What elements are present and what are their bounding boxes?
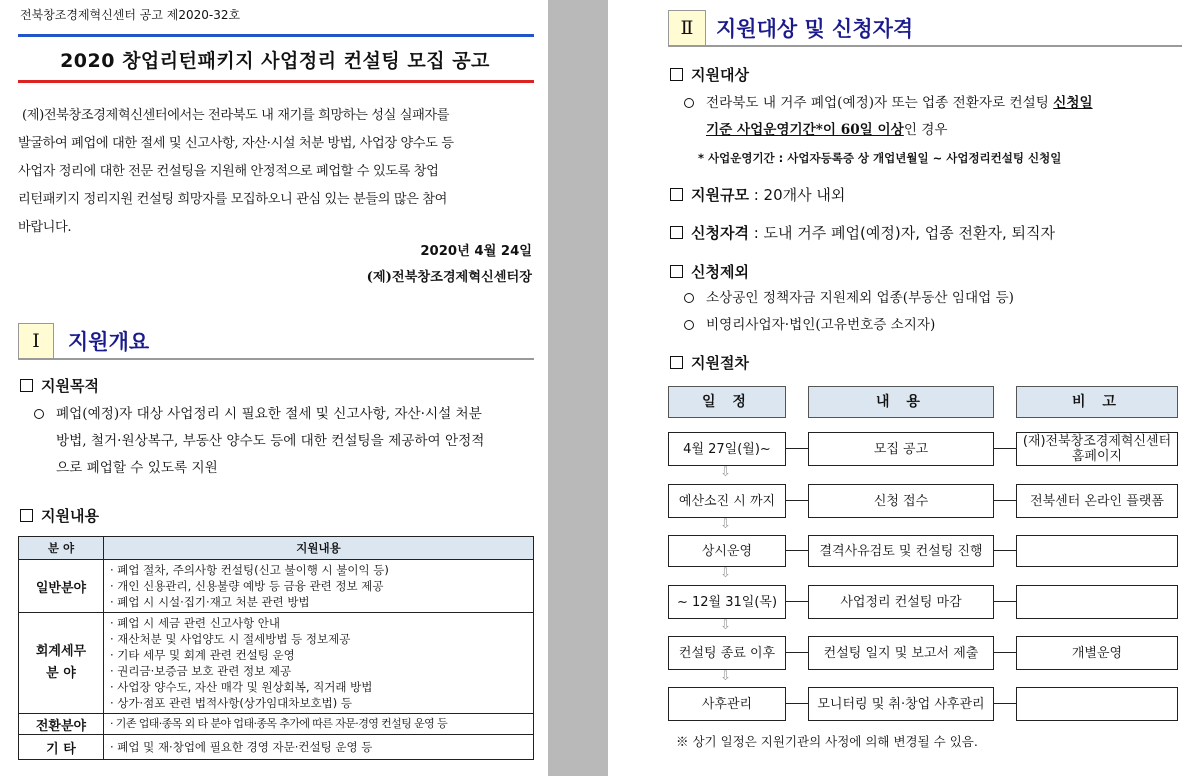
purpose-bullet	[34, 401, 534, 483]
section-number: Ⅱ	[680, 17, 694, 39]
down-arrow-icon: ⇩	[720, 465, 731, 480]
scale-heading-label: 지원규모	[691, 186, 749, 204]
down-arrow-icon: ⇩	[720, 669, 731, 684]
step-connector	[993, 500, 1016, 501]
purpose-line: 방법, 철거·원상복구, 부동산 양수도 등에 대한 컨설팅을 제공하여 안정적	[56, 433, 485, 449]
step-connector	[785, 652, 808, 653]
intro-line: 리턴패키지 정리지원 컨설팅 희망자를 모집하오니 관심 있는 분들의 많은 참여	[18, 192, 447, 207]
row-item: · 기존 업태·종목 외 타 분야 업태·종목 추가에 따른 자문·경영 컨설팅 운영 등	[110, 717, 448, 730]
row-item: · 폐업 시 시설·집기·재고 처분 관련 방법	[110, 595, 310, 609]
section-number-box	[18, 323, 54, 359]
step-schedule: ~ 12월 31일(목)	[668, 585, 786, 619]
row-items	[104, 714, 534, 735]
step-connector	[785, 601, 808, 602]
step-connector	[785, 550, 808, 551]
row-item: · 상가·점포 관련 법적사항(상가임대차보호법) 등	[110, 696, 352, 710]
row-item: · 폐업 절차, 주의사항 컨설팅(신고 불이행 시 불이익 등)	[110, 563, 389, 577]
content-heading	[20, 505, 99, 526]
bullet-circle-icon	[684, 98, 694, 108]
flow-header-note: 비 고	[1016, 386, 1178, 418]
content-heading-label: 지원내용	[41, 507, 99, 525]
step-content: 결격사유검토 및 컨설팅 진행	[808, 535, 994, 567]
exclusion-bullet	[684, 312, 1184, 339]
procedure-footnote: ※ 상기 일정은 지원기관의 사정에 의해 변경될 수 있음.	[676, 734, 978, 749]
table-row	[19, 735, 534, 760]
section-number: Ⅰ	[32, 330, 40, 352]
checkbox-square-icon	[20, 379, 33, 392]
down-arrow-icon: ⇩	[720, 618, 731, 633]
target-heading	[670, 64, 749, 85]
step-connector	[993, 550, 1016, 551]
qualification-text: : 도내 거주 폐업(예정)자, 업종 전환자, 퇴직자	[748, 224, 1055, 242]
table-row	[19, 560, 534, 613]
flow-header-schedule: 일 정	[668, 386, 786, 418]
table-row	[19, 714, 534, 735]
section-underline	[668, 45, 1182, 47]
step-schedule: 4월 27일(월)~	[668, 432, 786, 466]
row-item: · 폐업 시 세금 관련 신고사항 안내	[110, 616, 281, 630]
purpose-heading	[20, 375, 99, 396]
row-category: 회계세무 분 야	[19, 613, 104, 714]
flow-header-content: 내 용	[808, 386, 994, 418]
step-content: 모니터링 및 취·창업 사후관리	[808, 687, 994, 721]
checkbox-square-icon	[670, 188, 683, 201]
section-number-box	[668, 10, 706, 46]
row-items	[104, 560, 534, 613]
table-header-content: 지원내용	[104, 537, 534, 560]
intro-line: (제)전북창조경제혁신센터에서는 전라북도 내 재기를 희망하는 성실 실패자를	[22, 108, 450, 123]
step-note: 개별운영	[1016, 636, 1178, 670]
step-content: 신청 접수	[808, 484, 994, 518]
step-content: 컨설팅 일지 및 보고서 제출	[808, 636, 994, 670]
purpose-line: 으로 폐업할 수 있도록 지원	[56, 460, 218, 476]
step-content: 사업정리 컨설팅 마감	[808, 585, 994, 619]
table-header-row	[19, 537, 534, 560]
qualification-heading-label: 신청자격	[691, 224, 749, 242]
bullet-circle-icon	[684, 293, 694, 303]
bullet-circle-icon	[34, 409, 44, 419]
checkbox-square-icon	[670, 265, 683, 278]
step-connector	[785, 703, 808, 704]
intro-line: 발굴하여 폐업에 대한 절세 및 신고사항, 자산·시설 처분 방법, 사업장 양수도 등	[18, 136, 454, 151]
section-title: 지원대상 및 신청자격	[716, 17, 914, 41]
exclusion-bullet	[684, 285, 1184, 312]
notice-number: 전북창조경제혁신센터 공고 제2020-32호	[20, 8, 241, 22]
row-category: 전환분야	[19, 714, 104, 735]
step-note	[1016, 687, 1178, 721]
step-schedule: 상시운영	[668, 535, 786, 567]
step-schedule: 예산소진 시 까지	[668, 484, 786, 518]
section-underline	[18, 358, 534, 360]
row-category: 기 타	[19, 735, 104, 760]
checkbox-square-icon	[20, 509, 33, 522]
step-note	[1016, 585, 1178, 619]
checkbox-square-icon	[670, 68, 683, 81]
step-note	[1016, 535, 1178, 567]
purpose-line: 폐업(예정)자 대상 사업정리 시 필요한 절세 및 신고사항, 자산·시설 처분	[56, 406, 482, 422]
step-connector	[785, 500, 808, 501]
row-item: · 기타 세무 및 회계 관련 컨설팅 운영	[110, 648, 295, 662]
page-title: 2020 창업리턴패키지 사업정리 컨설팅 모집 공고	[60, 50, 490, 72]
row-item: · 재산처분 및 사업양도 시 절세방법 등 정보제공	[110, 632, 351, 646]
right-page	[608, 0, 1202, 776]
checkbox-square-icon	[670, 356, 683, 369]
notice-date: 2020년 4월 24일	[420, 244, 532, 259]
support-content-table	[18, 536, 534, 760]
row-item: · 폐업 및 재·창업에 필요한 경영 자문·컨설팅 운영 등	[110, 740, 373, 754]
table-header-category: 분 야	[19, 537, 104, 560]
step-connector	[993, 652, 1016, 653]
exclusion-heading-label: 신청제외	[691, 263, 749, 281]
scale-heading	[670, 184, 845, 205]
title-top-rule	[18, 34, 534, 37]
row-items	[104, 613, 534, 714]
procedure-heading	[670, 352, 749, 373]
checkbox-square-icon	[670, 226, 683, 239]
step-schedule: 컨설팅 종료 이후	[668, 636, 786, 670]
step-connector	[993, 601, 1016, 602]
target-line-2-rest: 인 경우	[903, 122, 948, 138]
row-item: · 사업장 양수도, 자산 매각 및 원상회복, 직거래 방법	[110, 680, 373, 694]
procedure-heading-label: 지원절차	[691, 354, 749, 372]
target-line-1	[706, 90, 1184, 117]
scale-text: : 20개사 내외	[748, 186, 846, 204]
row-category: 일반분야	[19, 560, 104, 613]
step-schedule: 사후관리	[668, 687, 786, 721]
step-connector	[785, 448, 808, 449]
step-content: 모집 공고	[808, 432, 994, 466]
down-arrow-icon: ⇩	[720, 517, 731, 532]
row-item: · 개인 신용관리, 신용불량 예방 등 금융 관련 정보 제공	[110, 579, 384, 593]
exclusion-heading	[670, 261, 749, 282]
row-item: · 권리금·보증금 보호 관련 정보 제공	[110, 664, 292, 678]
table-row	[19, 613, 534, 714]
step-note: (재)전북창조경제혁신센터 홈페이지	[1016, 432, 1178, 466]
bullet-circle-icon	[684, 320, 694, 330]
step-note: 전북센터 온라인 플랫폼	[1016, 484, 1178, 518]
down-arrow-icon: ⇩	[720, 566, 731, 581]
step-connector	[993, 703, 1016, 704]
target-heading-label: 지원대상	[691, 66, 749, 84]
qualification-heading	[670, 222, 1055, 243]
purpose-heading-label: 지원목적	[41, 377, 99, 395]
intro-line: 사업자 정리에 대한 전문 컨설팅을 지원해 안정적으로 폐업할 수 있도록 창업	[18, 164, 439, 179]
target-footnote: * 사업운영기간 : 사업자등록증 상 개업년월일 ~ 사업정리컨설팅 신청일	[698, 151, 1062, 165]
intro-line: 바랍니다.	[18, 220, 72, 235]
target-line-1-text: 전라북도 내 거주 폐업(예정)자 또는 업종 전환자로 컨설팅	[706, 95, 1049, 111]
title-bottom-rule	[18, 80, 534, 83]
target-bullet	[684, 90, 1184, 146]
step-connector	[993, 448, 1016, 449]
row-items	[104, 735, 534, 760]
target-line-1-bold: 신청일	[1053, 95, 1093, 111]
target-line-2-bold: 기준 사업운영기간*이 60일 이상	[706, 122, 904, 138]
left-page	[0, 0, 548, 776]
notice-org: (제)전북창조경제혁신센터장	[366, 270, 532, 285]
target-line-2	[706, 117, 1184, 144]
section-title: 지원개요	[68, 330, 150, 354]
intro-paragraph	[18, 102, 534, 242]
exclusion-text: 비영리사업자·법인(고유번호증 소지자)	[706, 317, 936, 333]
exclusion-text: 소상공인 정책자금 지원제외 업종(부동산 임대업 등)	[706, 290, 1014, 306]
